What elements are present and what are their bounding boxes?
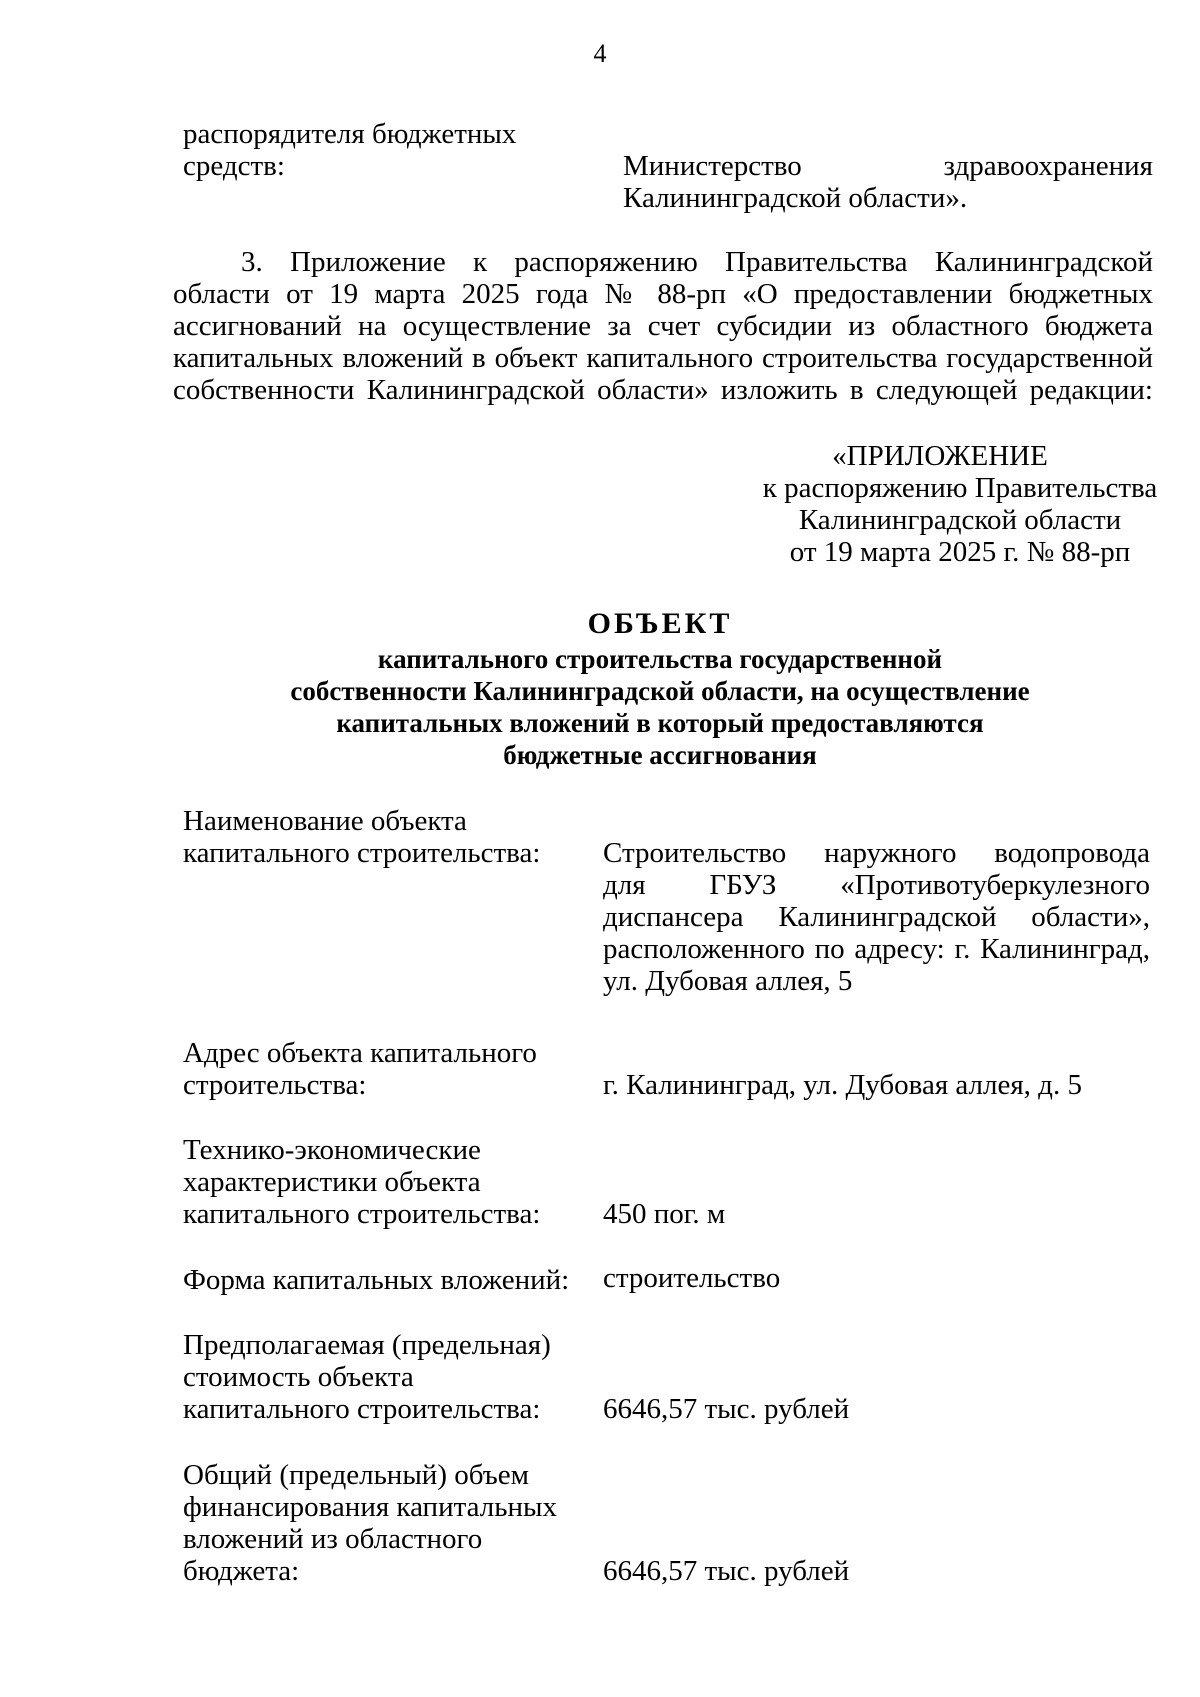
field-label-line: стоимость объекта [183,1361,414,1393]
field-value-line: расположенного по адресу: г. Калининград, [603,933,1150,965]
object-subtitle-line: капитального строительства государственной [377,644,943,674]
object-subtitle-line: бюджетные ассигнования [503,740,817,770]
manager-value [623,150,1153,214]
paragraph-line: 3. Приложение к распоряжению Правительства Калининградской [241,246,1153,278]
appendix-line: от 19 марта 2025 г. № 88-рп [789,536,1131,568]
appendix-line: к распоряжению Правительства [762,472,1158,504]
field-label-line: Общий (предельный) объем [183,1459,529,1491]
field-label-line: Наименование объекта [183,805,467,837]
field-characteristics-value: 450 пог. м [603,1198,726,1230]
object-heading: ОБЪЕКТ [587,607,733,640]
field-cost-value: 6646,57 тыс. рублей [603,1393,850,1425]
appendix-header [760,440,1160,568]
field-label-line: Адрес объекта капитального [183,1037,537,1069]
field-name-label [183,805,583,869]
paragraph-line: собственности Калининградской области» изложить в следующей редакции: [173,374,1153,406]
field-investment-form-label: Форма капитальных вложений: [183,1264,570,1296]
object-subtitle [170,643,1150,771]
field-address-label [183,1037,583,1101]
object-subtitle-line: капитальных вложений в который предоставляются [336,708,984,738]
field-funding-label [183,1459,583,1587]
field-investment-form-value: строительство [603,1262,781,1294]
manager-value-line: Министерство здравоохранения [623,150,1153,182]
field-label-line: характеристики объекта [183,1166,481,1198]
paragraph-3 [173,246,1153,406]
field-value-line: для ГБУЗ «Противотуберкулезного [603,869,1150,901]
field-label-line: бюджета: [183,1555,300,1587]
field-label-line: финансирования капитальных [183,1491,557,1523]
field-value-line: диспансера Калининградской области», [603,901,1150,933]
paragraph-line: области от 19 марта 2025 года № 88-рп «О предоставлении бюджетных [173,278,1153,310]
field-name-value [603,837,1150,997]
paragraph-line: ассигнований на осуществление за счет субсидии из областного бюджета [173,310,1153,342]
field-label-line: капитального строительства: [183,1393,541,1425]
field-address-value: г. Калининград, ул. Дубовая аллея, д. 5 [603,1069,1082,1101]
manager-label-line: распорядителя бюджетных [183,118,517,150]
manager-label [183,118,583,182]
appendix-line: Калининградской области [798,504,1122,536]
appendix-title: «ПРИЛОЖЕНИЕ [832,440,1048,472]
paragraph-line: капитальных вложений в объект капитального строительства государственной [173,342,1153,374]
field-label-line: капитального строительства: [183,837,541,869]
field-funding-value: 6646,57 тыс. рублей [603,1555,850,1587]
manager-label-line: средств: [183,150,285,182]
manager-value-line: Калининградской области». [623,182,968,214]
field-label-line: Технико-экономические [183,1134,481,1166]
field-characteristics-label [183,1134,583,1230]
object-subtitle-line: собственности Калининградской области, на осуществление [290,676,1030,706]
field-label-line: Предполагаемая (предельная) [183,1329,551,1361]
field-value-line: Строительство наружного водопровода [603,837,1150,869]
field-value-line: ул. Дубовая аллея, 5 [603,965,853,997]
field-label-line: строительства: [183,1069,367,1101]
field-label-line: капитального строительства: [183,1198,541,1230]
page-number: 4 [593,39,607,68]
field-label-line: вложений из областного [183,1523,483,1555]
field-cost-label [183,1329,583,1425]
